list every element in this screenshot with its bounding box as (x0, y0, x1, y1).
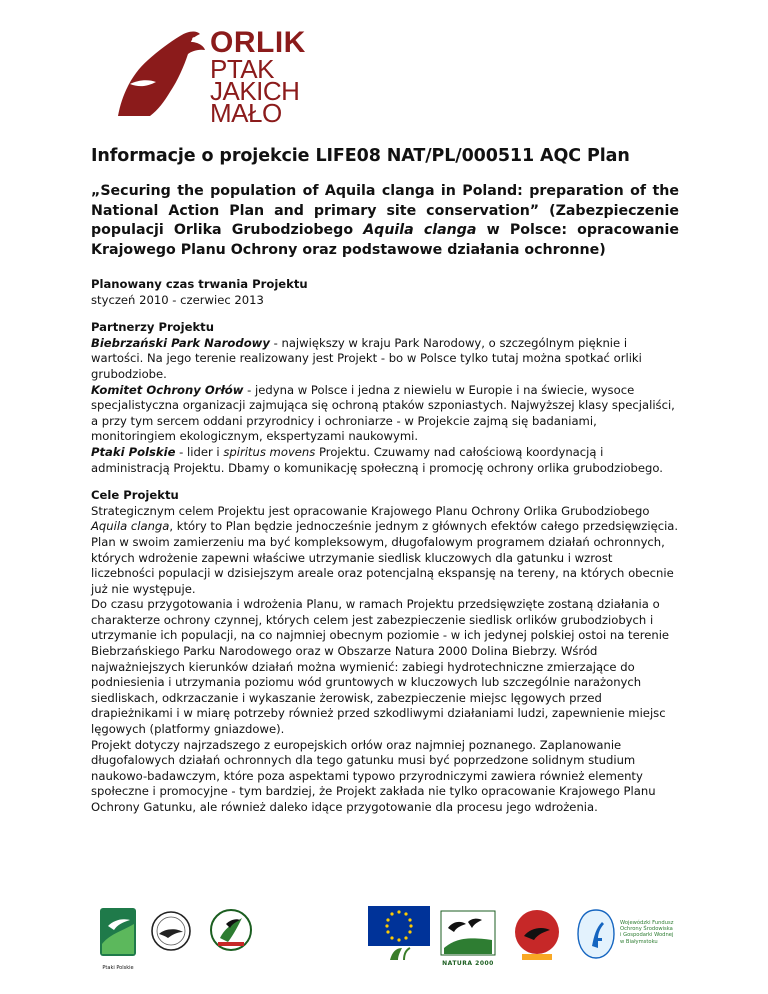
partner-2 (91, 383, 679, 445)
goals-text-2: , który to Plan będzie jednocześnie jednym z głównych efektów całego przedsięwzięcia. Plan w swoim zamierzeniu ma być kompleksowym, długofalowym programem działań ochronnych, których wdrożenie zapewni właściwe utrzymanie siedlisk kluczowych dla gatunku i wzrost liczebności populacji w dzisiejszym areale oraz potencjalną ekspansję na tereny, na których obecnie już nie występuje. (91, 519, 679, 596)
eu-life-logo (368, 906, 430, 964)
biebrzanski-park-icon (210, 904, 252, 956)
partner-2-text: - jedyna w Polsce i jedna z niewielu w Europie i na świecie, wysoce specjalistyczna organizacji zajmująca się ochroną ptaków szponiastych. Najwyższej klasy specjaliści, a przy tym sercem oddani przyrodnicy i ochroniarze - w Projekcie zajmą się badaniami, monitoringiem ekologicznym, ekspertyzami naukowymi. (91, 382, 675, 444)
partner-3-name: Ptaki Polskie (91, 444, 176, 459)
wfosigw-line-1: Wojewódzki Fundusz (620, 920, 674, 926)
subtitle-part-1: „Securing the population of Aquila clanga in Poland: preparation of the National Action Plan and primary site conservation” (Zabezpieczenie populacji Orlika Grubodziobego (91, 183, 679, 238)
partner-1-name: Biebrzański Park Narodowy (91, 335, 270, 350)
natura-2000-label: NATURA 2000 (442, 960, 494, 967)
section-partners (91, 320, 679, 476)
partner-3-text-b: Projektu. Czuwamy nad całościową koordynacją i administracją Projektu. Dbamy o komunikację społeczną i promocję ochrony orlika grubodziobego. (91, 444, 663, 475)
section-heading-partners: Partnerzy Projektu (91, 320, 214, 335)
document-title: Informacje o projekcie LIFE08 NAT/PL/000511 AQC Plan (91, 146, 630, 166)
logo-line-1: ORLIK (210, 26, 306, 59)
goals-paragraph-2: Do czasu przygotowania i wdrożenia Planu, w ramach Projektu przedsięwzięte zostaną działania o charakterze ochrony czynnej, których celem jest zabezpieczenie siedlisk orlików grubodziobych i utrzymanie ich populacji, na co najmniej obecnym poziomie - w ich jedynej polskiej ostoi na terenie Biebrzańskiego Parku Narodowego oraz w Obszarze Natura 2000 Dolina Biebrzy. Wśród najważniejszych kierunków działań można wymienić: zabiegi hydrotechniczne zmierzające do podniesienia i utrzymania poziomu wód gruntowych w kluczowych lub szczególnie narażonych siedliskach, odkrzaczanie i wykaszanie żerowisk, zabezpieczenie miejsc lęgowych przed drapieżnikami i w miarę potrzeby również przed szkodliwymi działaniami ludzi, zapewnienie miejsc lęgowych (platformy gniazdowe). (91, 597, 670, 737)
wfosigw-line-4: w Białymstoku (620, 938, 658, 945)
subtitle-part-2: w Polsce: opracowanie Krajowego Planu Ochrony oraz podstawowe działania ochronne) (91, 222, 679, 258)
red-circle-logo (512, 908, 562, 964)
section-duration (91, 277, 679, 308)
logo-wordmark (210, 26, 306, 128)
section-goals (91, 488, 679, 815)
partner-3-text-a: - lider i (175, 444, 224, 459)
section-heading-goals: Cele Projektu (91, 488, 179, 503)
red-circle-icon (512, 908, 562, 964)
document-content (91, 146, 679, 828)
goals-species-name: Aquila clanga (91, 519, 170, 534)
wfosigw-line-3: i Gospodarki Wodnej (620, 932, 674, 939)
partner-3-italic: spiritus movens (223, 444, 316, 459)
ptaki-polskie-logo (98, 904, 138, 970)
ptaki-polskie-label: Ptaki Polskie (102, 965, 134, 971)
biebrzanski-park-logo (210, 904, 252, 956)
logo-line-4: MAŁO (210, 98, 282, 128)
natura-2000-logo (440, 910, 496, 966)
subtitle-species-name: Aquila clanga (363, 222, 477, 238)
logo-line-3: JAKICH (210, 76, 300, 106)
natura-2000-icon (440, 910, 496, 956)
footer-logos (0, 898, 768, 978)
logo-line-2: PTAK (210, 54, 274, 84)
goals-paragraph-1 (91, 504, 679, 598)
ptaki-polskie-icon (98, 904, 138, 960)
partner-3 (91, 445, 679, 476)
goals-text-1: Strategicznym celem Projektu jest opracowanie Krajowego Planu Ochrony Orlika Grubodziobego (91, 503, 650, 518)
wfosigw-emblem (576, 908, 616, 960)
partner-1 (91, 336, 679, 383)
project-subtitle (91, 182, 679, 260)
wfosigw-text (620, 920, 700, 945)
orlik-logo (108, 24, 428, 128)
eu-life-icon (368, 906, 430, 964)
section-heading-duration: Planowany czas trwania Projektu (91, 277, 308, 291)
wfosigw-line-2: Ochrony Środowiska (620, 926, 673, 933)
partner-2-name: Komitet Ochrony Orłów (91, 382, 244, 397)
komitet-ochrony-orlow-logo (150, 910, 192, 952)
partner-1-text: - największy w kraju Park Narodowy, o szczególnym pięknie i wartości. Na jego terenie realizowany jest Projekt - bo w Polsce tylko tutaj można spotkać orliki grubodziobe. (91, 335, 642, 381)
eagle-icon (108, 24, 208, 124)
duration-text: styczeń 2010 - czerwiec 2013 (91, 292, 264, 307)
wfosigw-icon (576, 908, 616, 960)
goals-paragraph-3: Projekt dotyczy najrzadszego z europejskich orłów oraz najmniej poznanego. Zaplanowanie długofalowych działań ochronnych dla tego gatunku musi być poprzedzone solidnym studium naukowo-badawczym, które poza aspektami typowo przyrodniczymi zawiera również elementy społeczne i promocyjne - tym bardziej, że Projekt zakłada nie tylko opracowanie Krajowego Planu Ochrony Gatunku, ale również daleko idące przygotowanie dla procesu jego wdrożenia. (91, 737, 656, 814)
komitet-ochrony-orlow-icon (150, 910, 192, 952)
